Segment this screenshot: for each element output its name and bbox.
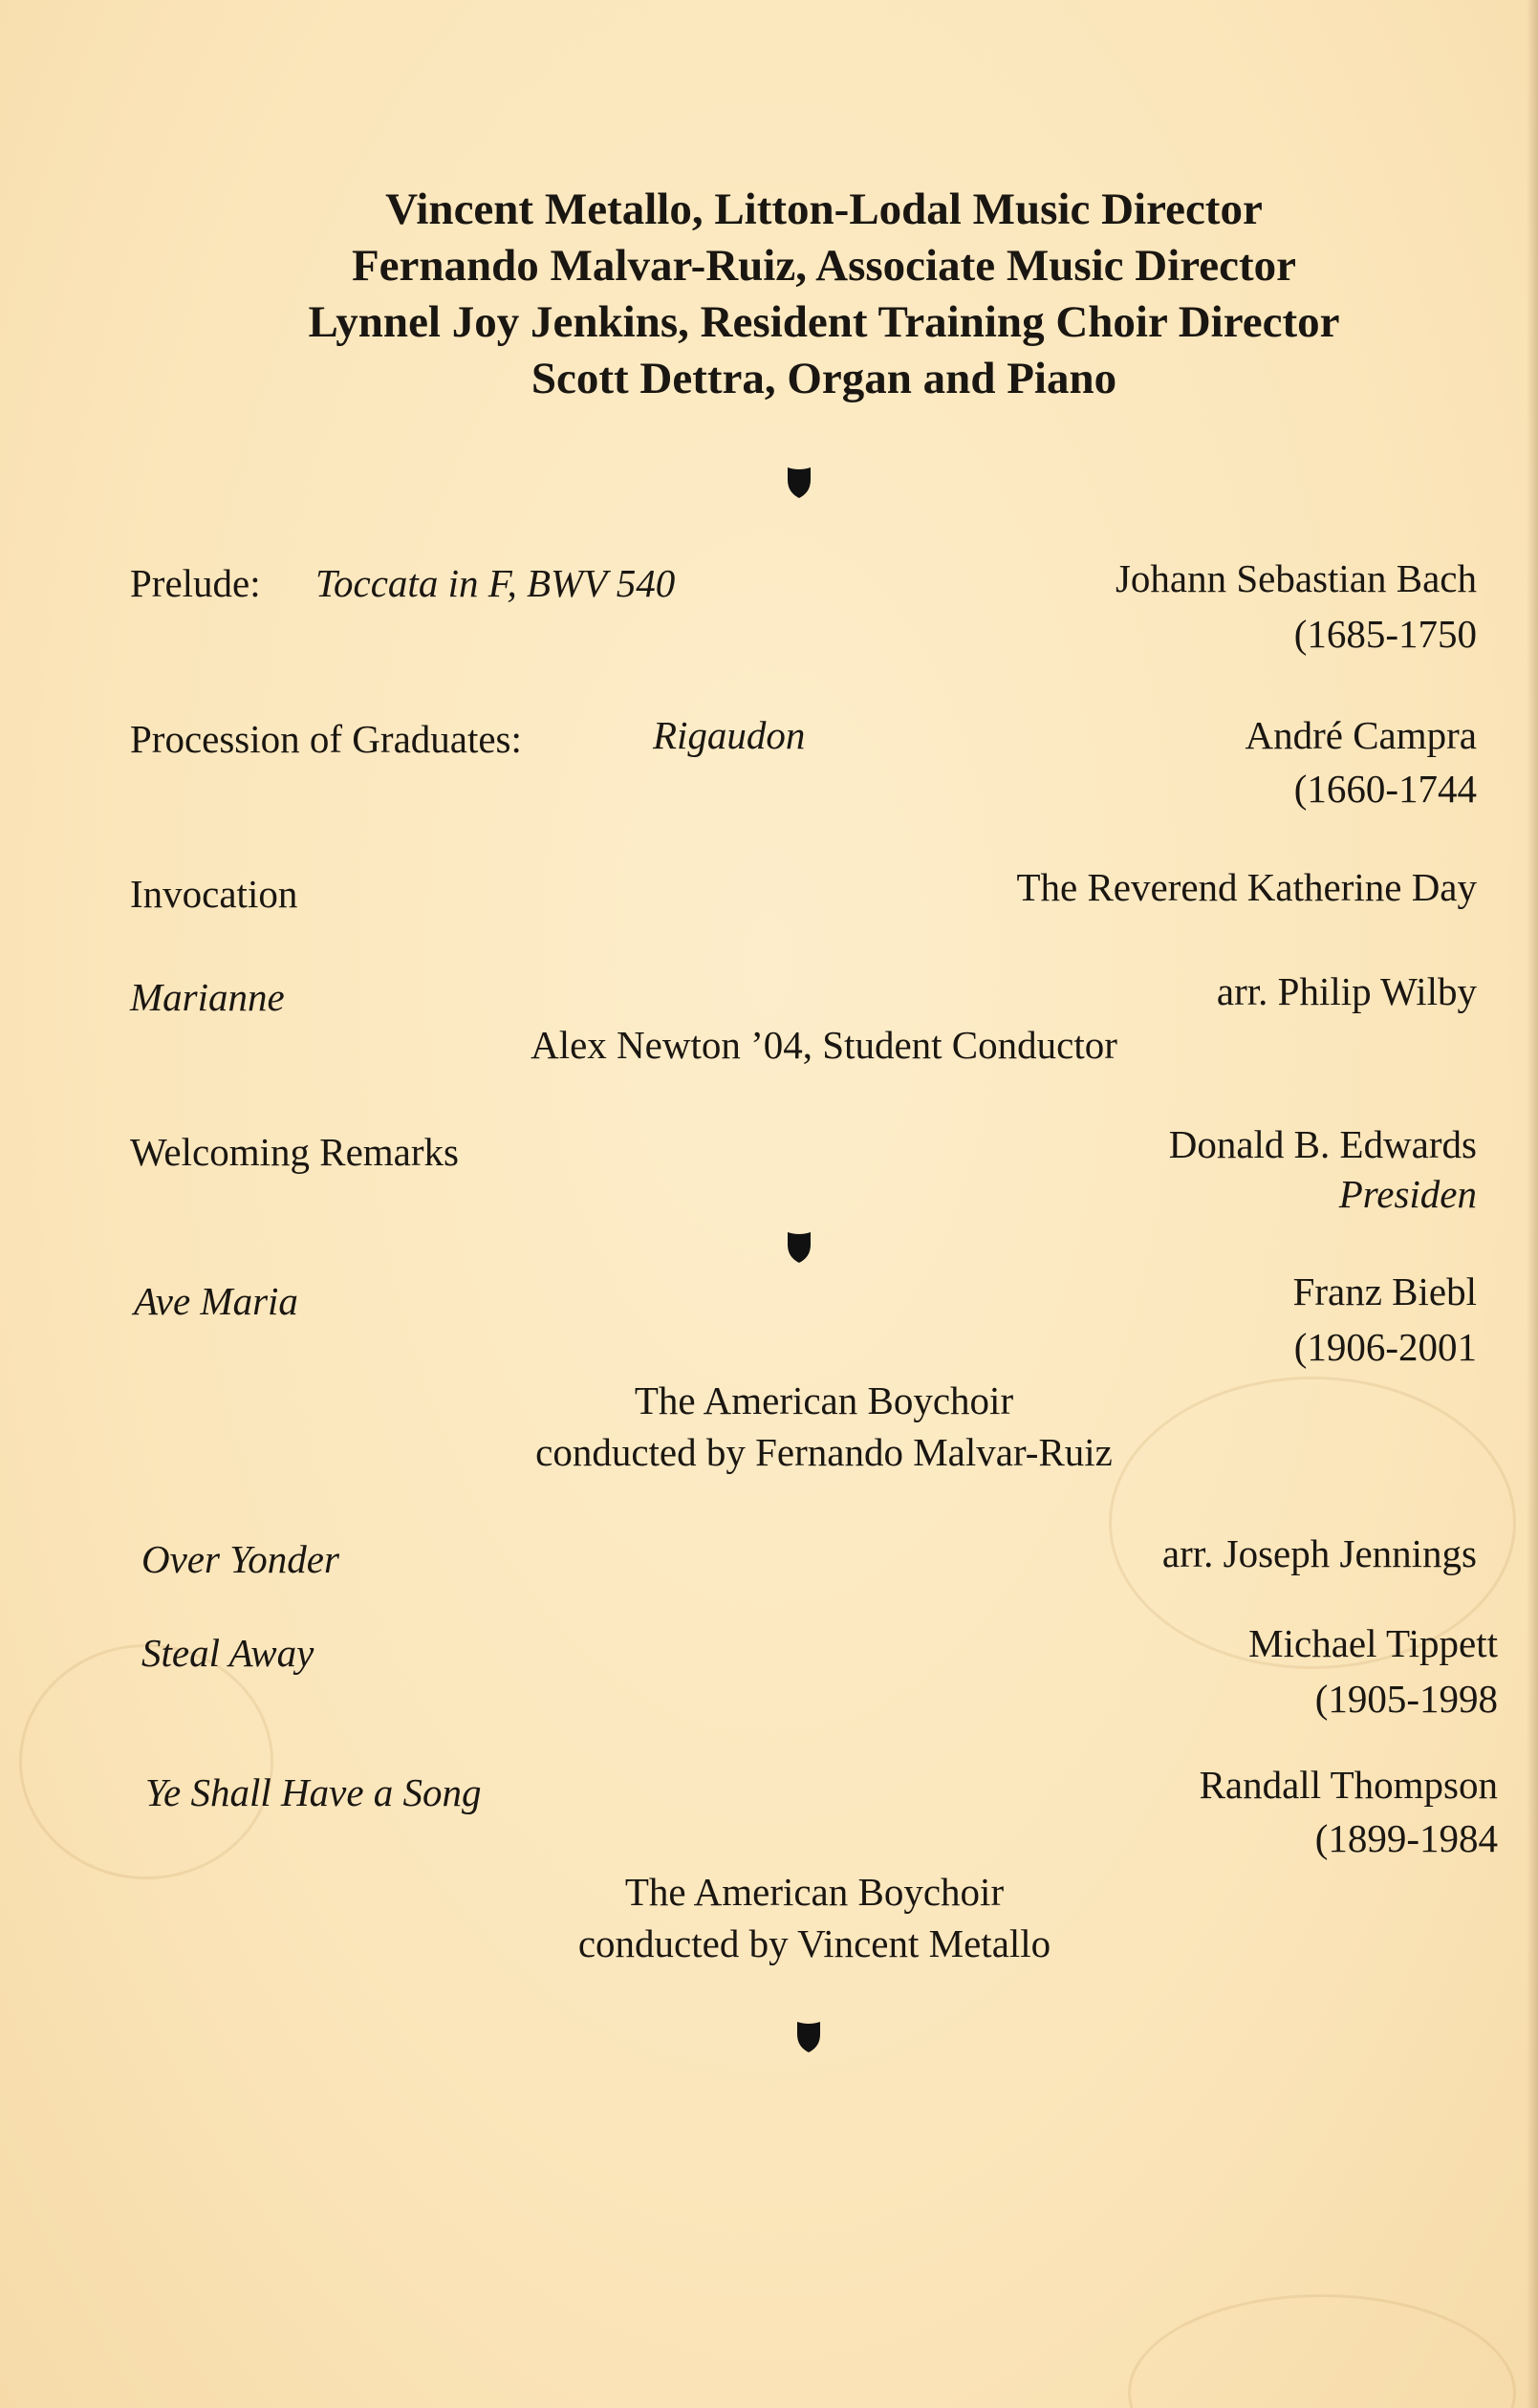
staff-line-training-director: Lynnel Joy Jenkins, Resident Training Choir Director: [308, 297, 1340, 347]
welcoming-label: Welcoming Remarks: [130, 1130, 459, 1174]
shield-ornament-icon: [787, 466, 812, 499]
steal-away-composer: Michael Tippett: [1248, 1621, 1498, 1665]
shield-ornament-icon: [787, 1231, 812, 1264]
prelude-label: Prelude:: [130, 561, 261, 605]
prelude-dates: (1685-1750: [1293, 612, 1477, 656]
ave-maria-conductor: conducted by Fernando Malvar-Ruiz: [535, 1430, 1113, 1474]
steal-away-dates: (1905-1998: [1314, 1677, 1498, 1721]
staff-list: [0, 182, 1538, 407]
procession-dates: (1660-1744: [1293, 767, 1477, 811]
ye-shall-composer: Randall Thompson: [1199, 1763, 1498, 1807]
ye-shall-dates: (1899-1984: [1314, 1816, 1498, 1860]
ye-shall-title: Ye Shall Have a Song: [145, 1770, 482, 1814]
invocation-label: Invocation: [130, 872, 298, 916]
procession-composer: André Campra: [1245, 713, 1477, 757]
ave-maria-title: Ave Maria: [134, 1279, 298, 1323]
ave-maria-dates: (1906-2001: [1293, 1325, 1477, 1369]
staff-line-organist: Scott Dettra, Organ and Piano: [531, 354, 1117, 403]
paper-stain: [19, 1644, 273, 1879]
closing-conductor: conducted by Vincent Metallo: [577, 1921, 1051, 1965]
marianne-arranger: arr. Philip Wilby: [1216, 969, 1477, 1013]
staff-line-music-director: Vincent Metallo, Litton-Lodal Music Director: [385, 184, 1263, 234]
marianne-title: Marianne: [130, 975, 285, 1019]
prelude-title: Toccata in F, BWV 540: [315, 561, 676, 605]
prelude-composer: Johann Sebastian Bach: [1115, 556, 1477, 600]
over-yonder-arranger: arr. Joseph Jennings: [1161, 1531, 1477, 1575]
procession-label: Procession of Graduates:: [130, 717, 522, 761]
shield-ornament-icon: [796, 2021, 821, 2053]
ave-maria-performer: The American Boychoir: [634, 1378, 1014, 1422]
marianne-student-conductor: Alex Newton ’04, Student Conductor: [531, 1023, 1117, 1067]
over-yonder-title: Over Yonder: [141, 1537, 339, 1581]
procession-title: Rigaudon: [653, 713, 806, 757]
steal-away-title: Steal Away: [141, 1631, 314, 1675]
welcoming-role: Presiden: [1338, 1172, 1477, 1216]
invocation-person: The Reverend Katherine Day: [1016, 865, 1477, 909]
welcoming-person: Donald B. Edwards: [1168, 1122, 1477, 1166]
ave-maria-composer: Franz Biebl: [1292, 1269, 1477, 1313]
closing-performer: The American Boychoir: [624, 1870, 1005, 1914]
paper-stain: [1128, 2294, 1516, 2408]
staff-line-associate-director: Fernando Malvar-Ruiz, Associate Music Director: [351, 241, 1297, 291]
